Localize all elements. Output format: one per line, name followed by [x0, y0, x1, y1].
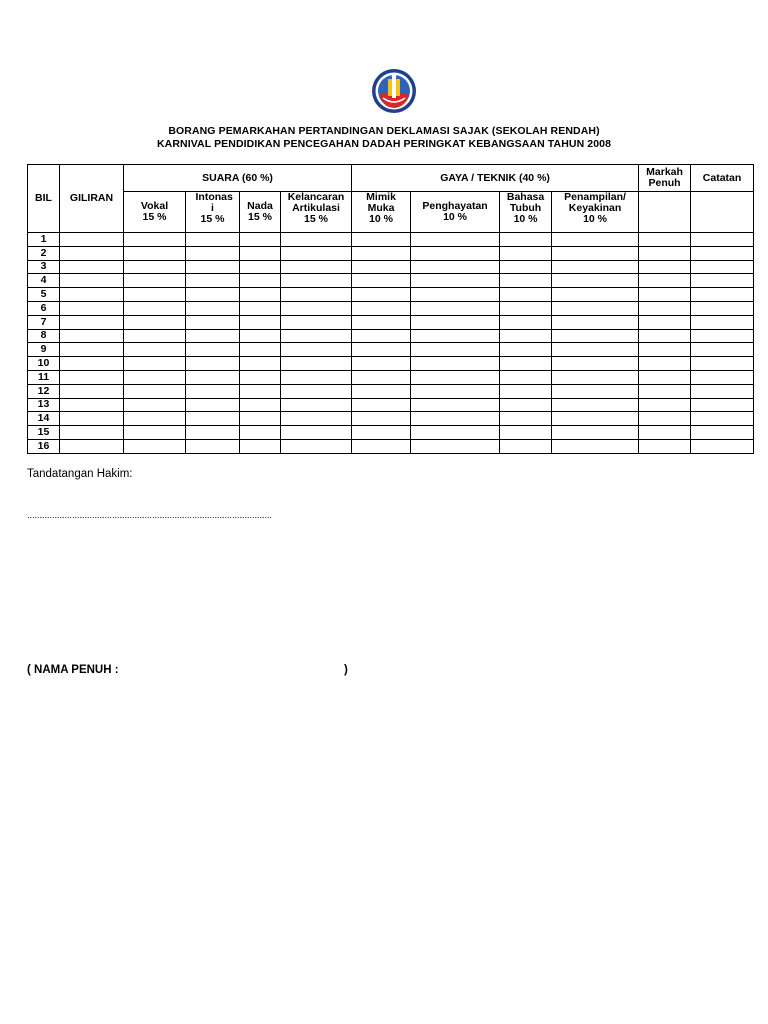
- score-cell[interactable]: [552, 343, 639, 357]
- score-cell[interactable]: [240, 439, 281, 453]
- score-cell[interactable]: [352, 398, 411, 412]
- score-cell[interactable]: [186, 315, 240, 329]
- score-cell[interactable]: [352, 288, 411, 302]
- score-cell[interactable]: [240, 301, 281, 315]
- score-cell[interactable]: [352, 357, 411, 371]
- score-cell[interactable]: [639, 329, 691, 343]
- bil-cell: 16: [28, 439, 60, 453]
- score-cell[interactable]: [281, 384, 352, 398]
- score-cell[interactable]: [186, 260, 240, 274]
- score-cell[interactable]: [240, 246, 281, 260]
- criteria-header-penampilan: Penampilan/ Keyakinan 10 %: [552, 192, 639, 233]
- score-cell[interactable]: [639, 384, 691, 398]
- score-cell[interactable]: [500, 233, 552, 247]
- score-cell[interactable]: [240, 315, 281, 329]
- score-cell[interactable]: [240, 260, 281, 274]
- score-cell[interactable]: [60, 301, 124, 315]
- criteria-header-vokal: Vokal 15 %: [124, 192, 186, 233]
- bil-cell: 10: [28, 357, 60, 371]
- score-cell[interactable]: [60, 412, 124, 426]
- score-cell[interactable]: [639, 233, 691, 247]
- score-cell[interactable]: [552, 357, 639, 371]
- score-cell[interactable]: [124, 260, 186, 274]
- suara-header: SUARA (60 %): [124, 165, 352, 192]
- form-title-line-2: KARNIVAL PENDIDIKAN PENCEGAHAN DADAH PERINGKAT KEBANGSAAN TAHUN 2008: [156, 138, 612, 150]
- score-cell[interactable]: [691, 384, 754, 398]
- score-cell[interactable]: [691, 315, 754, 329]
- criteria-header-kelancaran: Kelancaran Artikulasi 15 %: [281, 192, 352, 233]
- score-cell[interactable]: [691, 412, 754, 426]
- score-cell[interactable]: [691, 398, 754, 412]
- score-cell[interactable]: [124, 357, 186, 371]
- score-cell[interactable]: [639, 439, 691, 453]
- score-cell[interactable]: [124, 398, 186, 412]
- score-cell[interactable]: [124, 274, 186, 288]
- score-cell[interactable]: [639, 246, 691, 260]
- score-cell[interactable]: [281, 329, 352, 343]
- score-cell[interactable]: [281, 233, 352, 247]
- score-cell[interactable]: [240, 233, 281, 247]
- giliran-header: GILIRAN: [60, 165, 124, 233]
- score-cell[interactable]: [639, 426, 691, 440]
- score-cell[interactable]: [552, 260, 639, 274]
- bil-cell: 13: [28, 398, 60, 412]
- score-cell[interactable]: [240, 288, 281, 302]
- score-cell[interactable]: [411, 288, 500, 302]
- score-table: [27, 164, 754, 454]
- score-cell[interactable]: [411, 246, 500, 260]
- score-cell[interactable]: [352, 343, 411, 357]
- criteria-header-bahasa-tubuh: Bahasa Tubuh 10 %: [500, 192, 552, 233]
- score-cell[interactable]: [639, 288, 691, 302]
- criteria-header-intonasi: Intonas i 15 %: [186, 192, 240, 233]
- score-cell[interactable]: [691, 343, 754, 357]
- score-cell[interactable]: [124, 412, 186, 426]
- bil-cell: 6: [28, 301, 60, 315]
- score-cell[interactable]: [639, 315, 691, 329]
- score-cell[interactable]: [411, 426, 500, 440]
- bil-cell: 14: [28, 412, 60, 426]
- score-cell[interactable]: [186, 343, 240, 357]
- score-cell[interactable]: [60, 343, 124, 357]
- score-cell[interactable]: [352, 412, 411, 426]
- signature-line[interactable]: ..................................................................................................: [27, 510, 273, 520]
- score-cell[interactable]: [281, 357, 352, 371]
- score-cell[interactable]: [240, 412, 281, 426]
- score-cell[interactable]: [60, 260, 124, 274]
- score-cell[interactable]: [186, 357, 240, 371]
- score-cell[interactable]: [500, 329, 552, 343]
- score-cell[interactable]: [691, 370, 754, 384]
- bil-header: BIL: [28, 165, 60, 233]
- catatan-blank: [691, 192, 754, 233]
- bil-cell: 4: [28, 274, 60, 288]
- score-cell[interactable]: [411, 233, 500, 247]
- score-cell[interactable]: [60, 315, 124, 329]
- score-cell[interactable]: [552, 370, 639, 384]
- score-row: [28, 288, 754, 302]
- score-cell[interactable]: [186, 301, 240, 315]
- score-row: [28, 260, 754, 274]
- score-cell[interactable]: [281, 246, 352, 260]
- score-row: [28, 301, 754, 315]
- score-cell[interactable]: [240, 274, 281, 288]
- catatan-header: Catatan: [691, 165, 754, 192]
- score-cell[interactable]: [186, 384, 240, 398]
- score-cell[interactable]: [500, 384, 552, 398]
- score-cell[interactable]: [552, 398, 639, 412]
- score-cell[interactable]: [281, 412, 352, 426]
- score-cell[interactable]: [281, 301, 352, 315]
- score-cell[interactable]: [281, 439, 352, 453]
- bil-cell: 2: [28, 246, 60, 260]
- score-cell[interactable]: [691, 260, 754, 274]
- score-cell[interactable]: [352, 301, 411, 315]
- score-row: [28, 370, 754, 384]
- score-cell[interactable]: [552, 439, 639, 453]
- score-cell[interactable]: [552, 426, 639, 440]
- score-cell[interactable]: [124, 329, 186, 343]
- score-cell[interactable]: [240, 357, 281, 371]
- bil-cell: 15: [28, 426, 60, 440]
- score-cell[interactable]: [411, 315, 500, 329]
- score-cell[interactable]: [552, 288, 639, 302]
- score-cell[interactable]: [552, 246, 639, 260]
- score-cell[interactable]: [352, 246, 411, 260]
- full-name-label: ( NAMA PENUH :: [27, 664, 119, 676]
- score-cell[interactable]: [186, 426, 240, 440]
- score-cell[interactable]: [124, 301, 186, 315]
- full-name-close-paren: ): [344, 664, 348, 676]
- score-cell[interactable]: [124, 370, 186, 384]
- score-cell[interactable]: [691, 288, 754, 302]
- score-cell[interactable]: [500, 274, 552, 288]
- score-cell[interactable]: [411, 329, 500, 343]
- score-cell[interactable]: [240, 370, 281, 384]
- bil-cell: 11: [28, 370, 60, 384]
- bil-cell: 5: [28, 288, 60, 302]
- score-cell[interactable]: [124, 246, 186, 260]
- score-cell[interactable]: [60, 288, 124, 302]
- score-cell[interactable]: [281, 288, 352, 302]
- score-cell[interactable]: [352, 384, 411, 398]
- bil-cell: 9: [28, 343, 60, 357]
- score-cell[interactable]: [500, 426, 552, 440]
- score-row: [28, 412, 754, 426]
- form-title-line-1: BORANG PEMARKAHAN PERTANDINGAN DEKLAMASI SAJAK (SEKOLAH RENDAH): [168, 125, 600, 137]
- score-cell[interactable]: [411, 398, 500, 412]
- score-cell[interactable]: [691, 274, 754, 288]
- score-cell[interactable]: [500, 412, 552, 426]
- score-cell[interactable]: [60, 370, 124, 384]
- score-cell[interactable]: [691, 301, 754, 315]
- score-cell[interactable]: [500, 260, 552, 274]
- score-cell[interactable]: [552, 384, 639, 398]
- score-cell[interactable]: [639, 343, 691, 357]
- score-row: [28, 343, 754, 357]
- score-row: [28, 315, 754, 329]
- score-row: [28, 384, 754, 398]
- score-cell[interactable]: [639, 260, 691, 274]
- score-cell[interactable]: [124, 288, 186, 302]
- score-row: [28, 426, 754, 440]
- score-cell[interactable]: [124, 384, 186, 398]
- score-cell[interactable]: [552, 301, 639, 315]
- markah-penuh-blank: [639, 192, 691, 233]
- score-cell[interactable]: [352, 426, 411, 440]
- score-cell[interactable]: [691, 233, 754, 247]
- score-cell[interactable]: [186, 398, 240, 412]
- score-cell[interactable]: [411, 412, 500, 426]
- score-cell[interactable]: [281, 260, 352, 274]
- score-cell[interactable]: [240, 398, 281, 412]
- score-cell[interactable]: [240, 384, 281, 398]
- score-cell[interactable]: [124, 343, 186, 357]
- score-cell[interactable]: [186, 329, 240, 343]
- signature-label: Tandatangan Hakim:: [27, 468, 133, 480]
- score-cell[interactable]: [186, 439, 240, 453]
- score-cell[interactable]: [552, 329, 639, 343]
- score-cell[interactable]: [60, 426, 124, 440]
- score-cell[interactable]: [352, 315, 411, 329]
- score-row: [28, 439, 754, 453]
- score-cell[interactable]: [411, 274, 500, 288]
- score-row: [28, 246, 754, 260]
- bil-cell: 12: [28, 384, 60, 398]
- score-cell[interactable]: [186, 370, 240, 384]
- score-cell[interactable]: [186, 412, 240, 426]
- score-cell[interactable]: [500, 315, 552, 329]
- criteria-header-mimik-muka: Mimik Muka 10 %: [352, 192, 411, 233]
- score-cell[interactable]: [281, 426, 352, 440]
- score-cell[interactable]: [124, 426, 186, 440]
- score-cell[interactable]: [281, 274, 352, 288]
- score-cell[interactable]: [281, 370, 352, 384]
- score-cell[interactable]: [411, 357, 500, 371]
- score-cell[interactable]: [124, 439, 186, 453]
- markah-penuh-header: Markah Penuh: [639, 165, 691, 192]
- score-cell[interactable]: [124, 315, 186, 329]
- score-cell[interactable]: [500, 370, 552, 384]
- gaya-teknik-header: GAYA / TEKNIK (40 %): [352, 165, 639, 192]
- score-cell[interactable]: [352, 274, 411, 288]
- score-cell[interactable]: [240, 329, 281, 343]
- criteria-header-penghayatan: Penghayatan 10 %: [411, 192, 500, 233]
- score-cell[interactable]: [639, 370, 691, 384]
- score-cell[interactable]: [639, 398, 691, 412]
- score-cell[interactable]: [411, 343, 500, 357]
- score-cell[interactable]: [500, 246, 552, 260]
- score-cell[interactable]: [186, 246, 240, 260]
- score-cell[interactable]: [411, 384, 500, 398]
- score-cell[interactable]: [240, 343, 281, 357]
- score-cell[interactable]: [500, 357, 552, 371]
- score-cell[interactable]: [60, 233, 124, 247]
- score-cell[interactable]: [411, 370, 500, 384]
- score-cell[interactable]: [60, 274, 124, 288]
- score-cell[interactable]: [639, 357, 691, 371]
- score-cell[interactable]: [352, 370, 411, 384]
- score-cell[interactable]: [60, 384, 124, 398]
- score-cell[interactable]: [124, 233, 186, 247]
- score-cell[interactable]: [186, 288, 240, 302]
- score-cell[interactable]: [639, 274, 691, 288]
- score-cell[interactable]: [500, 439, 552, 453]
- score-cell[interactable]: [552, 412, 639, 426]
- score-cell[interactable]: [281, 343, 352, 357]
- score-cell[interactable]: [411, 439, 500, 453]
- score-cell[interactable]: [639, 412, 691, 426]
- score-cell[interactable]: [60, 329, 124, 343]
- score-cell[interactable]: [411, 260, 500, 274]
- bil-cell: 8: [28, 329, 60, 343]
- score-row: [28, 233, 754, 247]
- score-cell[interactable]: [281, 398, 352, 412]
- score-cell[interactable]: [552, 315, 639, 329]
- score-cell[interactable]: [60, 439, 124, 453]
- score-row: [28, 274, 754, 288]
- score-row: [28, 329, 754, 343]
- score-cell[interactable]: [691, 329, 754, 343]
- bil-cell: 3: [28, 260, 60, 274]
- score-row: [28, 357, 754, 371]
- score-cell[interactable]: [552, 274, 639, 288]
- score-cell[interactable]: [691, 439, 754, 453]
- score-cell[interactable]: [639, 301, 691, 315]
- score-cell[interactable]: [60, 357, 124, 371]
- score-cell[interactable]: [552, 233, 639, 247]
- score-cell[interactable]: [352, 233, 411, 247]
- score-cell[interactable]: [691, 246, 754, 260]
- score-cell[interactable]: [500, 301, 552, 315]
- score-cell[interactable]: [691, 357, 754, 371]
- score-cell[interactable]: [281, 315, 352, 329]
- agency-emblem-icon: [371, 68, 417, 114]
- score-cell[interactable]: [352, 439, 411, 453]
- score-cell[interactable]: [691, 426, 754, 440]
- score-cell[interactable]: [352, 260, 411, 274]
- score-cell[interactable]: [411, 301, 500, 315]
- bil-cell: 7: [28, 315, 60, 329]
- score-cell[interactable]: [60, 246, 124, 260]
- bil-cell: 1: [28, 233, 60, 247]
- score-cell[interactable]: [60, 398, 124, 412]
- score-cell[interactable]: [352, 329, 411, 343]
- score-cell[interactable]: [500, 398, 552, 412]
- score-cell[interactable]: [240, 426, 281, 440]
- score-row: [28, 398, 754, 412]
- score-cell[interactable]: [500, 288, 552, 302]
- criteria-header-nada: Nada 15 %: [240, 192, 281, 233]
- score-cell[interactable]: [186, 274, 240, 288]
- score-cell[interactable]: [500, 343, 552, 357]
- score-cell[interactable]: [186, 233, 240, 247]
